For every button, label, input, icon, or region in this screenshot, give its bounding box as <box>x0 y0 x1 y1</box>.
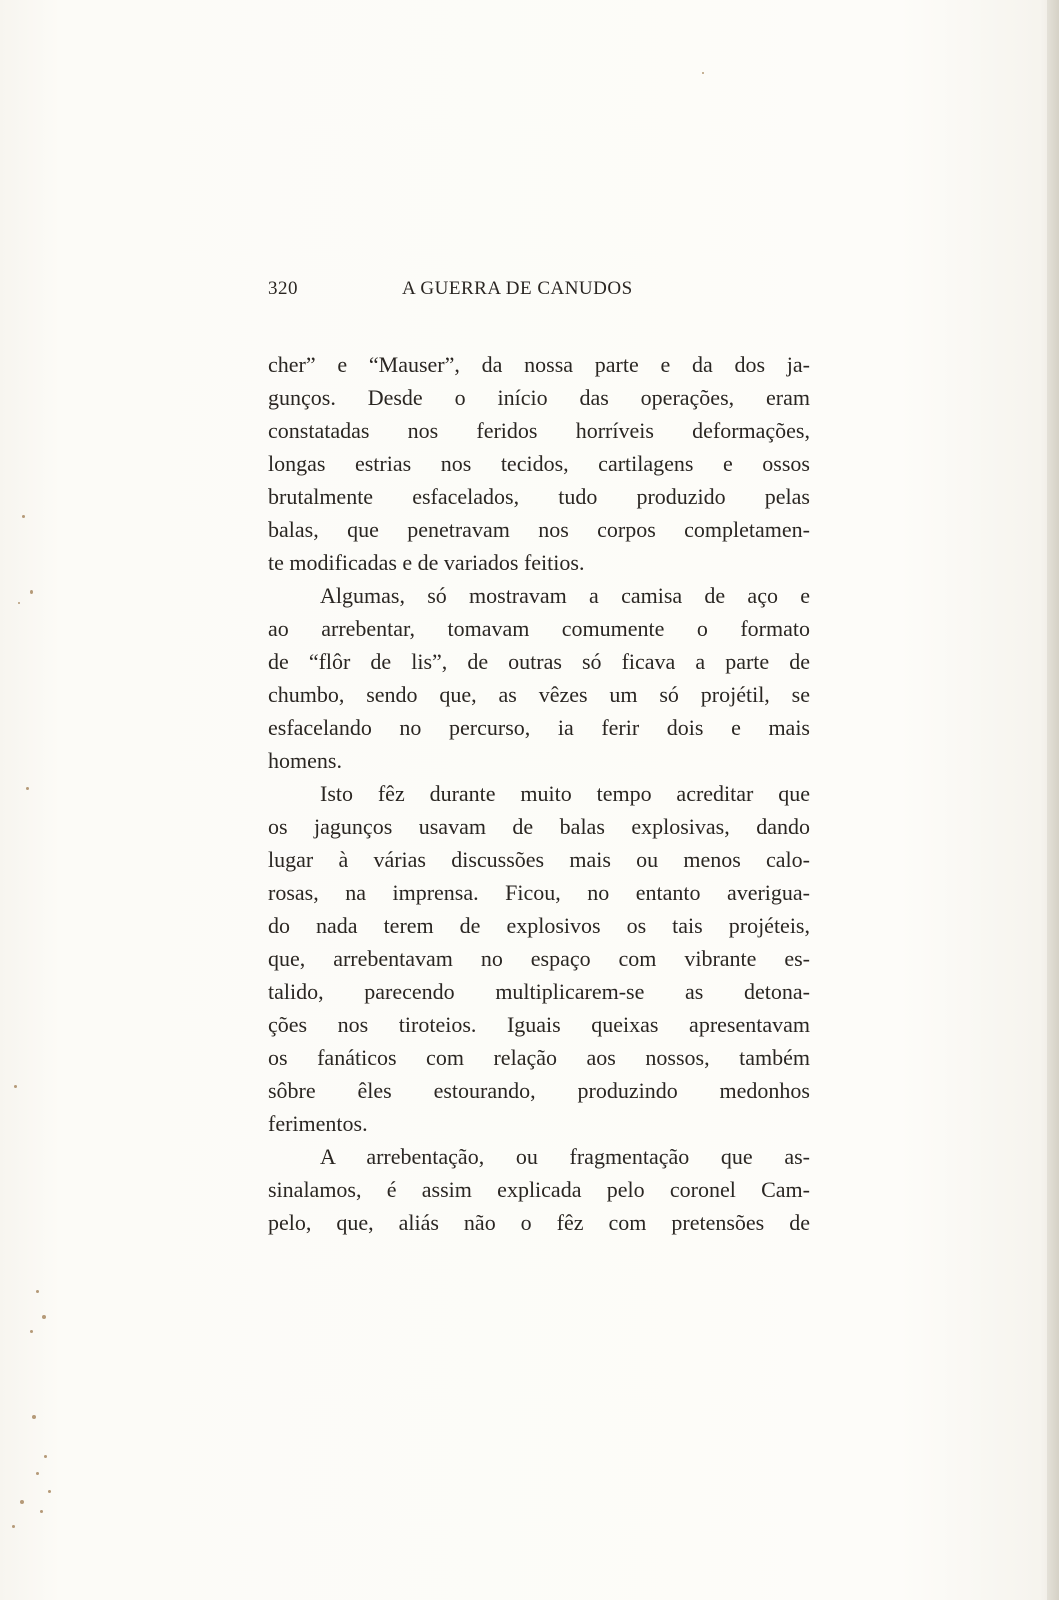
text-line: pelo, que, aliás não o fêz com pretensões de <box>268 1210 810 1235</box>
foxing-speck <box>44 1455 47 1458</box>
text-line: ao arrebentar, tomavam comumente o formato <box>268 616 810 641</box>
page-edge-shadow <box>1047 0 1059 1600</box>
text-line: balas, que penetravam nos corpos completamen- <box>268 517 810 542</box>
foxing-speck <box>702 72 704 74</box>
foxing-speck <box>36 1290 39 1293</box>
text-line: do nada terem de explosivos os tais projéteis, <box>268 913 810 938</box>
text-line: A arrebentação, ou fragmentação que as- <box>320 1144 810 1169</box>
text-line: brutalmente esfacelados, tudo produzido pelas <box>268 484 810 509</box>
text-line: sôbre êles estourando, produzindo medonhos <box>268 1078 810 1103</box>
text-line: que, arrebentavam no espaço com vibrante es- <box>268 946 810 971</box>
text-line: gunços. Desde o início das operações, eram <box>268 385 810 410</box>
text-line: Isto fêz durante muito tempo acreditar que <box>320 781 810 806</box>
text-line: os jagunços usavam de balas explosivas, dando <box>268 814 810 839</box>
foxing-speck <box>40 1510 43 1513</box>
text-line: sinalamos, é assim explicada pelo coronel Cam- <box>268 1177 810 1202</box>
foxing-speck <box>18 602 20 604</box>
text-line: ferimentos. <box>268 1111 368 1136</box>
foxing-speck <box>32 1415 36 1419</box>
foxing-speck <box>20 1500 24 1504</box>
foxing-speck <box>12 1525 15 1528</box>
page-number: 320 <box>268 278 298 299</box>
foxing-speck <box>30 1330 33 1333</box>
foxing-speck <box>26 787 29 790</box>
text-line: longas estrias nos tecidos, cartilagens e ossos <box>268 451 810 476</box>
text-line: cher” e “Mauser”, da nossa parte e da dos ja- <box>268 352 810 377</box>
foxing-speck <box>42 1315 46 1319</box>
paragraph-2 <box>268 579 810 777</box>
text-line: homens. <box>268 748 342 773</box>
text-line: te modificadas e de variados feitios. <box>268 550 585 575</box>
text-line: Algumas, só mostravam a camisa de aço e <box>320 583 810 608</box>
text-line: ções nos tiroteios. Iguais queixas apresentavam <box>268 1012 810 1037</box>
paragraph-1 <box>268 348 810 579</box>
paragraph-4 <box>268 1140 810 1239</box>
running-title: A GUERRA DE CANUDOS <box>402 278 633 299</box>
page-header <box>268 278 688 308</box>
text-line: constatadas nos feridos horríveis deformações, <box>268 418 810 443</box>
text-line: talido, parecendo multiplicarem-se as detona- <box>268 979 810 1004</box>
text-line: esfacelando no percurso, ia ferir dois e mais <box>268 715 810 740</box>
paragraph-3 <box>268 777 810 1140</box>
text-line: lugar à várias discussões mais ou menos calo- <box>268 847 810 872</box>
body-text <box>268 348 810 1239</box>
text-line: de “flôr de lis”, de outras só ficava a parte de <box>268 649 810 674</box>
foxing-speck <box>36 1472 39 1475</box>
foxing-speck <box>14 1085 17 1088</box>
foxing-speck <box>48 1490 51 1493</box>
foxing-speck <box>22 515 25 518</box>
foxing-speck <box>30 590 33 594</box>
text-line: os fanáticos com relação aos nossos, também <box>268 1045 810 1070</box>
text-line: rosas, na imprensa. Ficou, no entanto averigua- <box>268 880 810 905</box>
text-line: chumbo, sendo que, as vêzes um só projétil, se <box>268 682 810 707</box>
